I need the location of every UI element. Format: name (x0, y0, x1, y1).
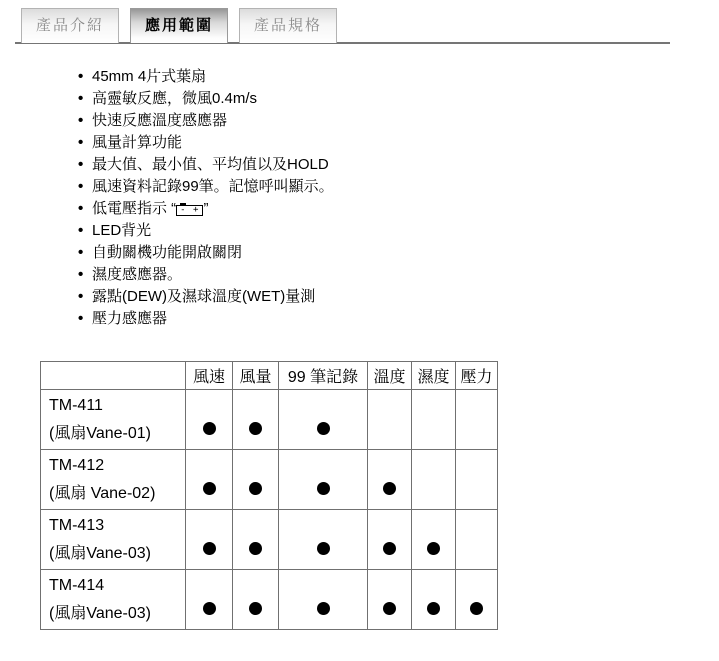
feature-item (78, 132, 334, 154)
feature-dot-cell (233, 510, 279, 570)
filled-circle-icon (317, 602, 330, 615)
tab-0[interactable]: 產品介紹 (21, 8, 119, 43)
feature-text: 風速資料記錄99筆。記憶呼叫顯示。 (92, 178, 334, 195)
filled-circle-icon (203, 602, 216, 615)
filled-circle-icon (427, 542, 440, 555)
feature-text: 高靈敏反應，微風0.4m/s (92, 90, 258, 107)
filled-circle-icon (203, 422, 216, 435)
table-row-tm-413 (41, 510, 498, 570)
feature-item (78, 88, 334, 110)
feature-text: 最大值、最小值、平均值以及HOLD (92, 156, 329, 173)
feature-dot-cell (186, 510, 233, 570)
feature-item (78, 286, 334, 308)
feature-text: 45mm 4片式葉扇 (92, 68, 207, 85)
model-cell (41, 570, 186, 630)
model-cell (41, 390, 186, 450)
model-cell (41, 450, 186, 510)
table-header: 99 筆記錄 (279, 362, 368, 390)
empty-cell (412, 450, 456, 510)
feature-dot-cell (412, 570, 456, 630)
tab-strip (21, 8, 337, 43)
feature-text: 快速反應溫度感應器 (92, 112, 228, 129)
filled-circle-icon (203, 482, 216, 495)
tab-bar (15, 8, 670, 44)
feature-text: 壓力感應器 (92, 310, 168, 327)
feature-text: LED背光 (92, 222, 152, 239)
filled-circle-icon (317, 482, 330, 495)
model-cell (41, 510, 186, 570)
model-vane: (風扇Vane-03) (49, 545, 151, 562)
feature-text: 自動關機功能開啟關閉 (92, 244, 243, 261)
filled-circle-icon (383, 542, 396, 555)
model-comparison-table (40, 361, 498, 630)
feature-dot-cell (233, 450, 279, 510)
feature-text: 露點(DEW)及濕球溫度(WET)量測 (92, 288, 316, 305)
table-body (41, 390, 498, 630)
filled-circle-icon (249, 482, 262, 495)
feature-dot-cell (368, 570, 412, 630)
table-row-tm-412 (41, 450, 498, 510)
feature-dot-cell (279, 570, 368, 630)
tab-2[interactable]: 產品規格 (239, 8, 337, 43)
table-header-empty (41, 362, 186, 390)
feature-dot-cell (368, 510, 412, 570)
filled-circle-icon (383, 602, 396, 615)
empty-cell (368, 390, 412, 450)
feature-list (78, 66, 334, 330)
table-row-tm-411 (41, 390, 498, 450)
feature-item (78, 220, 334, 242)
feature-dot-cell (233, 390, 279, 450)
filled-circle-icon (249, 422, 262, 435)
feature-item (78, 308, 334, 330)
feature-item (78, 154, 334, 176)
feature-item (78, 242, 334, 264)
feature-dot-cell (412, 510, 456, 570)
empty-cell (456, 390, 498, 450)
feature-dot-cell (279, 510, 368, 570)
feature-dot-cell (186, 450, 233, 510)
table-header-row (41, 362, 498, 390)
model-vane: (風扇Vane-01) (49, 425, 151, 442)
feature-dot-cell (233, 570, 279, 630)
empty-cell (456, 510, 498, 570)
table-header: 溫度 (368, 362, 412, 390)
table-header: 壓力 (456, 362, 498, 390)
feature-dot-cell (186, 390, 233, 450)
filled-circle-icon (317, 422, 330, 435)
table-row-tm-414 (41, 570, 498, 630)
feature-item (78, 176, 334, 198)
filled-circle-icon (383, 482, 396, 495)
model-name: TM-412 (49, 457, 105, 474)
feature-dot-cell (368, 450, 412, 510)
filled-circle-icon (249, 602, 262, 615)
feature-item (78, 66, 334, 88)
model-name: TM-411 (49, 397, 103, 414)
feature-dot-cell (279, 450, 368, 510)
feature-text: 低電壓指示 “ (92, 200, 177, 217)
battery-icon: - + (176, 205, 203, 216)
filled-circle-icon (427, 602, 440, 615)
feature-dot-cell (279, 390, 368, 450)
feature-dot-cell (186, 570, 233, 630)
feature-item (78, 198, 334, 220)
model-name: TM-414 (49, 577, 105, 594)
feature-text: 濕度感應器。 (92, 266, 183, 283)
model-vane: (風扇Vane-03) (49, 605, 151, 622)
filled-circle-icon (470, 602, 483, 615)
feature-item (78, 264, 334, 286)
filled-circle-icon (317, 542, 330, 555)
empty-cell (456, 450, 498, 510)
empty-cell (412, 390, 456, 450)
feature-text: 風量計算功能 (92, 134, 183, 151)
feature-item (78, 110, 334, 132)
model-name: TM-413 (49, 517, 105, 534)
tab-1-active[interactable]: 應用範圍 (130, 8, 228, 43)
filled-circle-icon (203, 542, 216, 555)
feature-text: ” (203, 200, 209, 217)
filled-circle-icon (249, 542, 262, 555)
table-header: 濕度 (412, 362, 456, 390)
table-header: 風量 (233, 362, 279, 390)
table-header: 風速 (186, 362, 233, 390)
feature-dot-cell (456, 570, 498, 630)
model-vane: (風扇 Vane-02) (49, 485, 156, 502)
